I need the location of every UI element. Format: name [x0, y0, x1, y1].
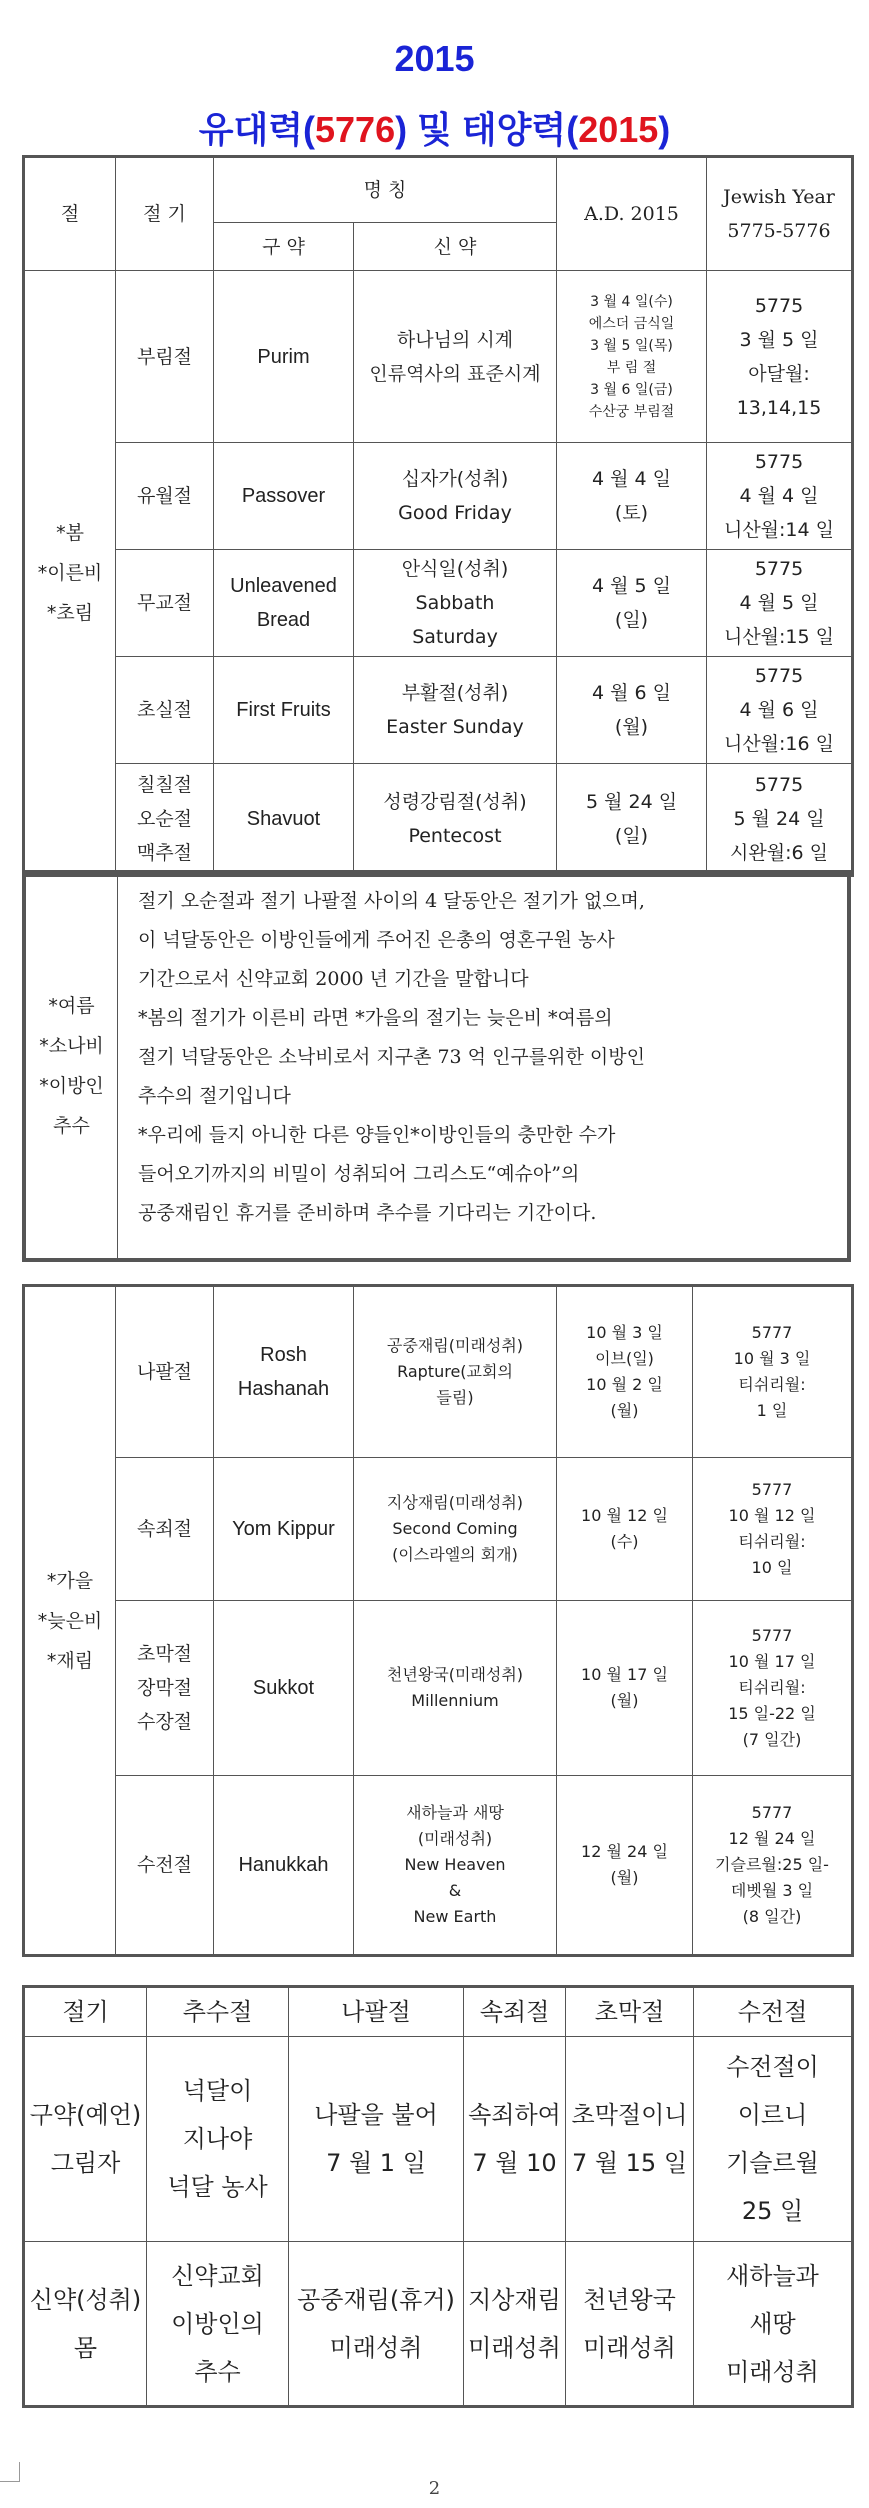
text-line: *초림: [46, 601, 94, 624]
ad-cell: [557, 657, 707, 764]
text-line: *소나비: [39, 1035, 104, 1057]
ot-cell: [214, 1776, 354, 1956]
nt-cell: [354, 657, 557, 764]
summary-header: 추수절: [147, 1987, 289, 2037]
ot-cell: [214, 764, 354, 876]
summer-note-text: [138, 882, 838, 1233]
text-line: (수): [610, 1532, 639, 1551]
nt-cell: [354, 443, 557, 550]
text-line: 공중재림(미래성취): [386, 1336, 524, 1355]
text-line: 속죄절: [136, 1518, 193, 1540]
text-line: 4 월 6 일: [739, 699, 819, 721]
ad-cell: [557, 1458, 693, 1601]
text-line: Purim: [257, 345, 310, 368]
text-line: 칠칠절: [136, 774, 193, 796]
jewish-year-cell: [707, 764, 853, 876]
text-line: *늦은비: [37, 1609, 103, 1632]
table-row: [24, 1601, 853, 1776]
text-line: 수전절: [136, 1854, 193, 1876]
nt-cell: [354, 550, 557, 657]
autumn-feasts-table: [22, 1284, 854, 1957]
table-row: [24, 271, 853, 443]
ad-cell: [557, 1601, 693, 1776]
header-old-testament: 구 약: [214, 223, 354, 271]
feast-cell: [116, 1776, 214, 1956]
text-line: 7 월 1 일: [326, 2149, 426, 2177]
title-part-c: ) 및 태양력(: [395, 109, 579, 150]
text-line: 아달월:: [748, 362, 810, 385]
jewish-year-cell: [693, 1458, 853, 1601]
text-line: 초실절: [136, 699, 193, 721]
text-line: 이르니: [737, 2101, 808, 2129]
text-line: New Earth: [413, 1907, 497, 1926]
ad-cell: [557, 271, 707, 443]
ot-cell: [214, 1458, 354, 1601]
text-line: 절기 넉달동안은 소낙비로서 지구촌 73 억 인구를위한 이방인: [138, 1046, 645, 1068]
summary-header: 속죄절: [464, 1987, 566, 2037]
text-line: 데벳월 3 일: [730, 1881, 814, 1900]
table-row: [24, 2037, 853, 2242]
text-line: 미래성취: [583, 2333, 676, 2362]
text-line: 13,14,15: [736, 396, 822, 419]
text-line: 추수: [194, 2357, 241, 2386]
jewish-year-cell: [707, 443, 853, 550]
jewish-year-cell: [693, 1286, 853, 1458]
text-line: 4 월 4 일: [739, 485, 819, 507]
text-line: 수장절: [136, 1711, 193, 1733]
text-line: 3 월 5 일: [739, 328, 819, 351]
summary-header: 수전절: [694, 1987, 853, 2037]
text-line: 이브(일): [595, 1349, 654, 1368]
text-line: 지나야: [182, 2125, 253, 2153]
summary-cell: [24, 2242, 147, 2407]
nt-cell: [354, 764, 557, 876]
text-line: *가을: [46, 1569, 94, 1592]
table-row: [24, 550, 853, 657]
summary-cell: [289, 2037, 464, 2242]
text-line: 5775: [754, 665, 804, 687]
text-line: Rapture(교회의: [397, 1362, 513, 1381]
text-line: *여름: [48, 995, 95, 1017]
text-line: 10 일: [751, 1558, 793, 1577]
nt-cell: [354, 1286, 557, 1458]
text-line: 이방인의: [171, 2309, 264, 2338]
text-line: (월): [610, 1868, 639, 1887]
text-line: 지상재림: [468, 2285, 561, 2314]
summary-table: [22, 1985, 854, 2408]
text-line: 10 월 17 일: [728, 1652, 816, 1671]
text-line: 12 월 24 일: [581, 1842, 668, 1861]
header-jewish-year: Jewish Year 5775-5776: [707, 157, 853, 271]
ad-cell: [557, 764, 707, 876]
text-line: 나팔을 불어: [314, 2101, 438, 2129]
text-line: (이스라엘의 회개): [392, 1545, 518, 1564]
text-line: (월): [610, 1401, 639, 1420]
text-line: 기슬르월:25 일-: [715, 1855, 829, 1874]
text-line: 장막절: [136, 1677, 193, 1699]
text-line: 10 월 3 일: [586, 1323, 663, 1342]
summary-header: 나팔절: [289, 1987, 464, 2037]
text-line: 25 일: [741, 2197, 804, 2225]
text-line: 3 월 5 일(목): [590, 337, 673, 354]
text-line: 7 월 10: [472, 2149, 557, 2177]
text-line: *재림: [46, 1649, 94, 1672]
text-line: Easter Sunday: [386, 716, 524, 738]
text-line: 이 넉달동안은 이방인들에게 주어진 은총의 영혼구원 농사: [138, 929, 615, 951]
text-line: 니산월:15 일: [723, 626, 835, 648]
text-line: (월): [610, 1691, 639, 1710]
text-line: (일): [614, 609, 649, 631]
summary-cell: [24, 2037, 147, 2242]
text-line: 10 월 3 일: [733, 1349, 811, 1368]
text-line: Second Coming: [392, 1519, 518, 1538]
ot-cell: [214, 271, 354, 443]
table-row: [24, 764, 853, 876]
text-line: 4 월 5 일: [591, 575, 671, 597]
text-line: 5 월 24 일: [733, 808, 825, 830]
season-cell: [24, 1286, 116, 1956]
text-line: 성령강림절(성취): [383, 791, 527, 813]
text-line: *이방인: [39, 1075, 104, 1097]
text-line: (월): [614, 716, 649, 738]
text-line: 티쉬리월:: [738, 1532, 806, 1551]
text-line: 하나님의 시계: [396, 328, 514, 351]
text-line: 12 월 24 일: [728, 1829, 816, 1848]
spring-feasts-table: [22, 155, 854, 877]
summer-label: [26, 874, 118, 1258]
ot-cell: [214, 443, 354, 550]
text-line: 3 월 6 일(금): [590, 381, 673, 398]
text-line: 4 월 5 일: [739, 592, 819, 614]
feast-cell: [116, 1458, 214, 1601]
text-line: 넉달 농사: [167, 2173, 268, 2201]
text-line: Shavuot: [246, 808, 321, 830]
text-line: 5777: [751, 1323, 793, 1342]
ot-cell: [214, 550, 354, 657]
text-line: 수산궁 부림절: [588, 403, 675, 420]
text-line: Hashanah: [237, 1378, 330, 1400]
nt-cell: [354, 271, 557, 443]
text-line: 새하늘과 새땅: [406, 1803, 504, 1822]
text-line: 추수: [53, 1115, 90, 1137]
text-line: 10 월 2 일: [586, 1375, 663, 1394]
text-line: 초막절: [136, 1643, 193, 1665]
text-line: 3 월 4 일(수): [590, 293, 673, 310]
text-line: 기간으로서 신약교회 2000 년 기간을 말합니다: [138, 968, 529, 990]
text-line: 5777: [751, 1803, 793, 1822]
ad-cell: [557, 1776, 693, 1956]
summary-header-row: [24, 1987, 853, 2037]
text-line: First Fruits: [236, 699, 331, 721]
summary-cell: [464, 2037, 566, 2242]
text-line: Sukkot: [252, 1677, 315, 1699]
text-line: 안식일(성취): [401, 558, 509, 580]
feast-cell: [116, 1286, 214, 1458]
header-ad: A.D. 2015: [557, 157, 707, 271]
summary-cell: [289, 2242, 464, 2407]
text-line: 부 림 절: [606, 359, 657, 376]
text-line: 수전절이: [726, 2053, 819, 2081]
summary-cell: [464, 2242, 566, 2407]
text-line: 5777: [751, 1626, 793, 1645]
text-line: Sabbath: [415, 592, 495, 614]
summary-cell: [147, 2037, 289, 2242]
text-line: 절기 오순절과 절기 나팔절 사이의 4 달동안은 절기가 없으며,: [138, 890, 645, 912]
text-line: 몸: [73, 2333, 98, 2362]
text-line: Yom Kippur: [232, 1518, 335, 1540]
text-line: 5775: [754, 451, 804, 473]
text-line: (미래성취): [417, 1829, 493, 1848]
nt-cell: [354, 1601, 557, 1776]
text-line: Saturday: [412, 626, 498, 648]
text-line: *우리에 들지 아니한 다른 양들인*이방인들의 충만한 수가: [138, 1124, 616, 1146]
table-row: [24, 657, 853, 764]
ad-cell: [557, 1286, 693, 1458]
text-line: 오순절: [136, 808, 193, 830]
text-line: Passover: [241, 485, 326, 507]
text-line: (토): [614, 502, 649, 524]
text-line: Millennium: [411, 1691, 499, 1710]
table-row: [24, 443, 853, 550]
jewish-year-cell: [707, 271, 853, 443]
text-line: 들림): [436, 1388, 474, 1407]
title-part-b: 5776: [315, 109, 396, 150]
summary-header: 초막절: [566, 1987, 694, 2037]
feast-cell: [116, 271, 214, 443]
header-new-testament: 신 약: [354, 223, 557, 271]
text-line: *봄: [56, 521, 84, 544]
text-line: 니산월:16 일: [723, 733, 835, 755]
text-line: Good Friday: [398, 502, 512, 524]
ot-cell: [214, 1601, 354, 1776]
table-row: [24, 1776, 853, 1956]
text-line: 신약(성취): [29, 2285, 142, 2314]
text-line: 십자가(성취): [401, 468, 509, 490]
text-line: Bread: [256, 609, 311, 631]
text-line: 나팔절: [136, 1361, 193, 1383]
text-line: Hanukkah: [238, 1854, 329, 1876]
text-line: 공중재림(휴거): [297, 2285, 455, 2314]
text-line: 니산월:14 일: [723, 519, 835, 541]
text-line: &: [448, 1881, 462, 1900]
ad-cell: [557, 443, 707, 550]
text-line: Rosh: [260, 1344, 307, 1366]
ot-cell: [214, 1286, 354, 1458]
title-year: 2015: [394, 38, 475, 79]
text-line: 10 월 12 일: [581, 1506, 668, 1525]
text-line: 4 월 4 일: [591, 468, 671, 490]
title-part-d: 2015: [578, 109, 659, 150]
text-line: 추수의 절기입니다: [138, 1085, 291, 1107]
text-line: 15 일-22 일: [728, 1704, 816, 1723]
text-line: New Heaven: [404, 1855, 506, 1874]
text-line: 맥추절: [136, 842, 193, 864]
jewish-year-cell: [693, 1776, 853, 1956]
text-line: (8 일간): [742, 1907, 802, 1926]
summary-cell: [566, 2242, 694, 2407]
text-line: Unleavened: [230, 575, 337, 597]
text-line: 티쉬리월:: [738, 1678, 806, 1697]
text-line: 티쉬리월:: [738, 1375, 806, 1394]
text-line: 1 일: [756, 1401, 788, 1420]
text-line: 들어오기까지의 비밀이 성취되어 그리스도“예슈아”의: [138, 1163, 580, 1185]
text-line: 기슬르월: [726, 2149, 819, 2177]
text-line: 넉달이: [182, 2077, 253, 2105]
header-feast: 절 기: [116, 157, 214, 271]
nt-cell: [354, 1776, 557, 1956]
text-line: 무교절: [136, 592, 193, 614]
summary-header: 절기: [24, 1987, 147, 2037]
text-line: 초막절이니: [571, 2101, 688, 2129]
text-line: *봄의 절기가 이른비 라면 *가을의 절기는 늦은비 *여름의: [138, 1007, 613, 1029]
text-line: 미래성취: [329, 2333, 423, 2362]
summary-cell: [694, 2037, 853, 2242]
summer-note-box: [22, 870, 851, 1262]
text-line: 에스더 금식일: [588, 315, 675, 332]
text-line: 부림절: [136, 345, 193, 368]
header-season: 절: [24, 157, 116, 271]
table-row: [24, 1458, 853, 1601]
text-line: 그림자: [50, 2149, 121, 2177]
text-line: (7 일간): [742, 1730, 802, 1749]
jewish-year-cell: [693, 1601, 853, 1776]
summary-cell: [694, 2242, 853, 2407]
text-line: 천년왕국(미래성취): [386, 1665, 524, 1684]
text-line: 구약(예언): [29, 2101, 142, 2129]
text-line: 5775: [754, 294, 804, 317]
season-cell: [24, 271, 116, 876]
text-line: 속죄하여: [468, 2101, 561, 2129]
text-line: 5775: [754, 558, 804, 580]
text-line: 신약교회: [171, 2261, 264, 2290]
text-line: 4 월 6 일: [591, 682, 671, 704]
text-line: 미래성취: [468, 2333, 561, 2362]
feast-cell: [116, 1601, 214, 1776]
text-line: 10 월 17 일: [581, 1665, 668, 1684]
text-line: 10 월 12 일: [728, 1506, 816, 1525]
text-line: 인류역사의 표준시계: [369, 362, 541, 385]
text-line: 미래성취: [726, 2357, 819, 2386]
jewish-year-cell: [707, 550, 853, 657]
text-line: 새땅: [749, 2309, 796, 2338]
text-line: 새하늘과: [726, 2261, 819, 2290]
text-line: (일): [614, 825, 649, 847]
text-line: 7 월 15 일: [571, 2149, 688, 2177]
text-line: 천년왕국: [583, 2285, 676, 2314]
feast-cell: [116, 764, 214, 876]
title-calendar: [0, 102, 869, 153]
text-line: 공중재림인 휴거를 준비하며 추수를 기다리는 기간이다.: [138, 1202, 597, 1224]
jewish-year-cell: [707, 657, 853, 764]
header-name: 명 칭: [214, 157, 557, 223]
feast-cell: [116, 657, 214, 764]
text-line: *이른비: [37, 561, 103, 584]
title-part-a: 유대력(: [198, 109, 316, 150]
ot-cell: [214, 657, 354, 764]
ad-cell: [557, 550, 707, 657]
table-row: [24, 2242, 853, 2407]
text-line: 유월절: [136, 485, 193, 507]
page-number: 2: [428, 2478, 441, 2499]
feast-cell: [116, 550, 214, 657]
text-line: 시완월:6 일: [730, 842, 828, 864]
text-line: 5777: [751, 1480, 793, 1499]
summary-cell: [147, 2242, 289, 2407]
title-part-e: ): [658, 109, 671, 150]
nt-cell: [354, 1458, 557, 1601]
feast-cell: [116, 443, 214, 550]
table-row: [24, 1286, 853, 1458]
text-line: 5 월 24 일: [585, 791, 678, 813]
summary-cell: [566, 2037, 694, 2242]
text-line: 부활절(성취): [401, 682, 509, 704]
text-line: Pentecost: [408, 825, 502, 847]
text-line: 5775: [754, 774, 804, 796]
text-line: 지상재림(미래성취): [386, 1493, 524, 1512]
